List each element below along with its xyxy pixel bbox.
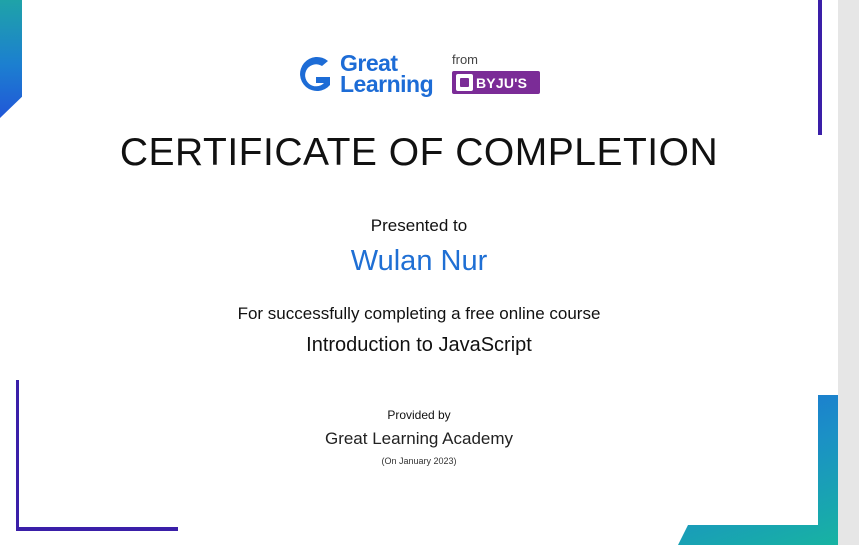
presented-to-label: Presented to [370, 216, 468, 235]
great-learning-g-icon [298, 55, 334, 97]
top-left-corner-band [0, 0, 22, 118]
byjus-label: BYJU'S [476, 74, 528, 91]
top-right-frame-line [818, 0, 822, 135]
from-label: from [452, 52, 478, 67]
provider-name: Great Learning Academy [324, 429, 514, 448]
brand-line-2: Learning [340, 71, 434, 97]
great-learning-logo [298, 52, 548, 102]
byjus-badge [452, 71, 540, 94]
brand-wordmark [340, 50, 434, 97]
course-name: Introduction to JavaScript [306, 334, 532, 356]
byjus-icon [456, 74, 473, 91]
brand-line-1: Great [340, 50, 398, 76]
certificate-title: CERTIFICATE OF COMPLETION [119, 131, 719, 174]
recipient-name: Wulan Nur [350, 245, 488, 277]
provided-by-label: Provided by [387, 408, 451, 422]
bottom-left-frame-horizontal [16, 527, 178, 531]
completion-reason: For successfully completing a free online course [237, 304, 601, 323]
completion-date: (On January 2023) [381, 456, 457, 466]
